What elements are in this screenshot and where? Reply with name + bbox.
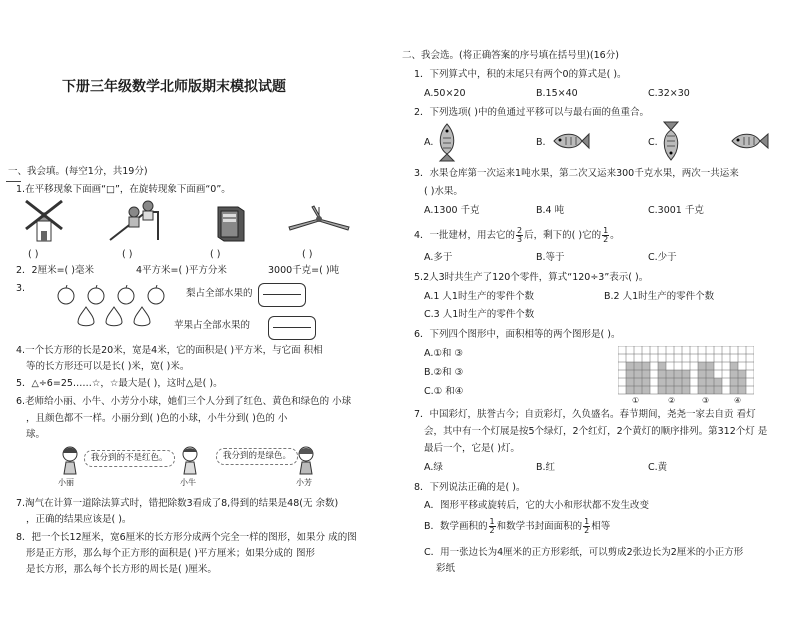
apple-row-icon [56, 285, 168, 305]
s2-q8b-prefix: B．数学画积的 [424, 521, 488, 532]
s2-q4-middle: 后，剩下的( )它的 [524, 230, 602, 241]
q8-line-3: 是长方形，那么每个长方形的周长是( )厘米。 [26, 564, 217, 575]
s2-q8-option-c-line-2: 彩纸 [436, 563, 456, 574]
fish-vertical-flipped-icon [660, 120, 682, 162]
q7-line-2: ，正确的结果应该是( )。 [26, 514, 132, 525]
s2-q1-text: 1．下列算式中，积的末尾只有两个0的算式是( )。 [414, 69, 627, 80]
s2-q6-option-c[interactable]: C.① 和④ [424, 386, 464, 397]
s2-q6-option-a[interactable]: A.①和 ③ [424, 348, 463, 359]
name-xiaofang: 小芳 [296, 478, 312, 487]
q4-line-1: 4.一个长方形的长是20米，宽是4米，它的面积是( )平方米，与它面 积相 [16, 345, 323, 356]
s2-q8-option-c-line-1[interactable]: C．用一张边长为4厘米的正方形彩纸，可以剪成2张边长为2厘米的小正方形 [424, 547, 744, 558]
s2-q7-option-a[interactable]: A.绿 [424, 462, 443, 473]
q3-apple-fraction-box[interactable] [258, 283, 306, 307]
speech-bubble-xiaoli: 我分到的不是红色。 [84, 450, 175, 467]
q1-text: 1.在平移现象下面画“□”，在旋转现象下面画“0”。 [16, 184, 231, 195]
q2-part-b: 4平方米=( )平方分米 [136, 265, 227, 276]
s2-q7-line-3: 最后一个，它是( )灯。 [424, 443, 520, 454]
slide-children-icon [106, 200, 164, 242]
s2-q8-text: 8．下列说法正确的是( )。 [414, 482, 526, 493]
q1-blank-3[interactable]: ( ) [210, 249, 221, 260]
girl-xiaofang-icon [296, 446, 316, 476]
s2-q3-option-c[interactable]: C.3001 千克 [648, 205, 704, 216]
q1-blank-2[interactable]: ( ) [122, 249, 133, 260]
q6-grid-figure [618, 346, 754, 406]
s2-q1-option-a[interactable]: A.50×20 [424, 88, 466, 99]
q6-line-3: 球。 [26, 429, 46, 440]
s2-q4-option-a[interactable]: A.多于 [424, 252, 453, 263]
s2-q5-text: 5.2人3时共生产了120个零件，算式“120÷3”表示( )。 [414, 272, 649, 283]
name-xiaoniu: 小牛 [180, 478, 196, 487]
section2-header: 二、我会选。(将正确答案的序号填在括号里)(16分) [402, 50, 619, 61]
s2-q1-option-c[interactable]: C.32×30 [648, 88, 690, 99]
q3-pear-text: 苹果占全部水果的 [174, 320, 251, 331]
q3-apple-text: 梨占全部水果的 [186, 288, 253, 299]
q6-line-2: ，且颜色都不一样。小丽分到( )色的小球，小牛分到( )色的 小 [26, 413, 288, 424]
s2-q5-option-b[interactable]: B.2 人1时生产的零件个数 [604, 291, 715, 302]
s2-q8b-end: 相等 [591, 521, 611, 532]
s2-q3-line-2: ( )水果。 [424, 186, 463, 197]
grid-label-2: ② [668, 396, 676, 405]
q3-number: 3. [16, 283, 26, 294]
s2-q7-option-b[interactable]: B.红 [536, 462, 556, 473]
pear-row-icon [76, 305, 156, 329]
section-divider [6, 181, 21, 182]
s2-q1-option-b[interactable]: B.15×40 [536, 88, 578, 99]
s2-q3-option-b[interactable]: B.4 吨 [536, 205, 565, 216]
fish-horizontal-icon [550, 130, 590, 152]
s2-q8b-fraction-2: $\frac{1}{2}$ [584, 517, 590, 535]
speech-bubble-xiaofang: 我分到的是绿色。 [216, 448, 298, 465]
q2-part-c: 3000千克=( )吨 [268, 265, 340, 276]
s2-q6-text: 6．下列四个图形中，面积相等的两个图形是( )。 [414, 329, 621, 340]
grid-label-1: ① [632, 396, 640, 405]
s2-q4-option-c[interactable]: C.少于 [648, 252, 677, 263]
s2-q2-text: 2．下列选项( )中的鱼通过平移可以与最右面的鱼重合。 [414, 107, 649, 118]
s2-q8b-fraction-1: $\frac{1}{2}$ [489, 517, 495, 535]
s2-q4-end: 。 [610, 230, 620, 241]
s2-q4-fraction-1: $\frac{2}{3}$ [517, 226, 523, 244]
s2-q8-option-b[interactable] [424, 516, 610, 538]
ceiling-fan-icon [286, 205, 352, 233]
s2-q4-fraction-2: $\frac{1}{2}$ [603, 226, 609, 244]
page-title: 下册三年级数学北师版期末模拟试题 [62, 79, 286, 95]
windmill-icon [22, 199, 66, 243]
s2-q8b-middle: 和数学书封面面积的 [496, 521, 583, 532]
grid-label-3: ③ [702, 396, 710, 405]
s2-q4-text [414, 226, 620, 246]
q8-line-1: 8．把一个长12厘米，宽6厘米的长方形分成两个完全一样的图形，如果分 成的图 [16, 532, 357, 543]
s2-q2-option-b[interactable]: B. [536, 137, 546, 148]
s2-q8-option-a[interactable]: A．图形平移或旋转后，它的大小和形状都不发生改变 [424, 500, 649, 511]
fish-vertical-icon [436, 122, 458, 162]
fish-reference-icon [728, 130, 770, 152]
section1-header: 一、我会填。(每空1分，共19分) [8, 166, 148, 177]
s2-q5-option-c[interactable]: C.3 人1时生产的零件个数 [424, 309, 535, 320]
s2-q3-line-1: 3．水果仓库第一次运来1吨水果，第二次又运来300千克水果，两次一共运来 [414, 168, 739, 179]
s2-q7-line-2: 会，其中有一个灯展是按5个绿灯，2个红灯，2个黄灯的顺序排列。第312个灯 是 [424, 426, 768, 437]
s2-q4-prefix: 4．一批建材，用去它的 [414, 230, 516, 241]
s2-q7-line-1: 7．中国彩灯，肤誉古今；自贡彩灯，久负盛名。春节期间，尧尧一家去自贡 看灯 [414, 409, 756, 420]
grid-label-4: ④ [734, 396, 742, 405]
name-xiaoli: 小丽 [58, 478, 74, 487]
q4-line-2: 等的长方形还可以是长( )米，宽( )米。 [26, 361, 190, 372]
boy-xiaoniu-icon [180, 446, 200, 476]
girl-xiaoli-icon [60, 446, 80, 476]
q2-part-a: 2．2厘米=( )毫米 [16, 265, 94, 276]
q8-line-2: 形是正方形，那么每个正方形的面积是( )平方厘米；如果分成的 图形 [26, 548, 315, 559]
s2-q3-option-a[interactable]: A.1300 千克 [424, 205, 480, 216]
q6-line-1: 6.老师给小丽、小牛、小芳分小球，她们三个人分到了红色、黄色和绿色的 小球 [16, 396, 352, 407]
computer-case-icon [212, 203, 246, 243]
q3-pear-fraction-box[interactable] [268, 316, 316, 340]
s2-q2-option-c[interactable]: C. [648, 137, 658, 148]
q5-text: 5．△÷6=25……☆，☆最大是( )，这时△是( )。 [16, 378, 223, 389]
s2-q4-option-b[interactable]: B.等于 [536, 252, 565, 263]
s2-q7-option-c[interactable]: C.黄 [648, 462, 668, 473]
q1-blank-1[interactable]: ( ) [28, 249, 39, 260]
q1-blank-4[interactable]: ( ) [302, 249, 313, 260]
s2-q2-option-a[interactable]: A. [424, 137, 434, 148]
s2-q5-option-a[interactable]: A.1 人1时生产的零件个数 [424, 291, 534, 302]
q7-line-1: 7.淘气在计算一道除法算式时，错把除数3看成了8,得到的结果是48(无 余数) [16, 498, 339, 509]
s2-q6-option-b[interactable]: B.②和 ③ [424, 367, 464, 378]
